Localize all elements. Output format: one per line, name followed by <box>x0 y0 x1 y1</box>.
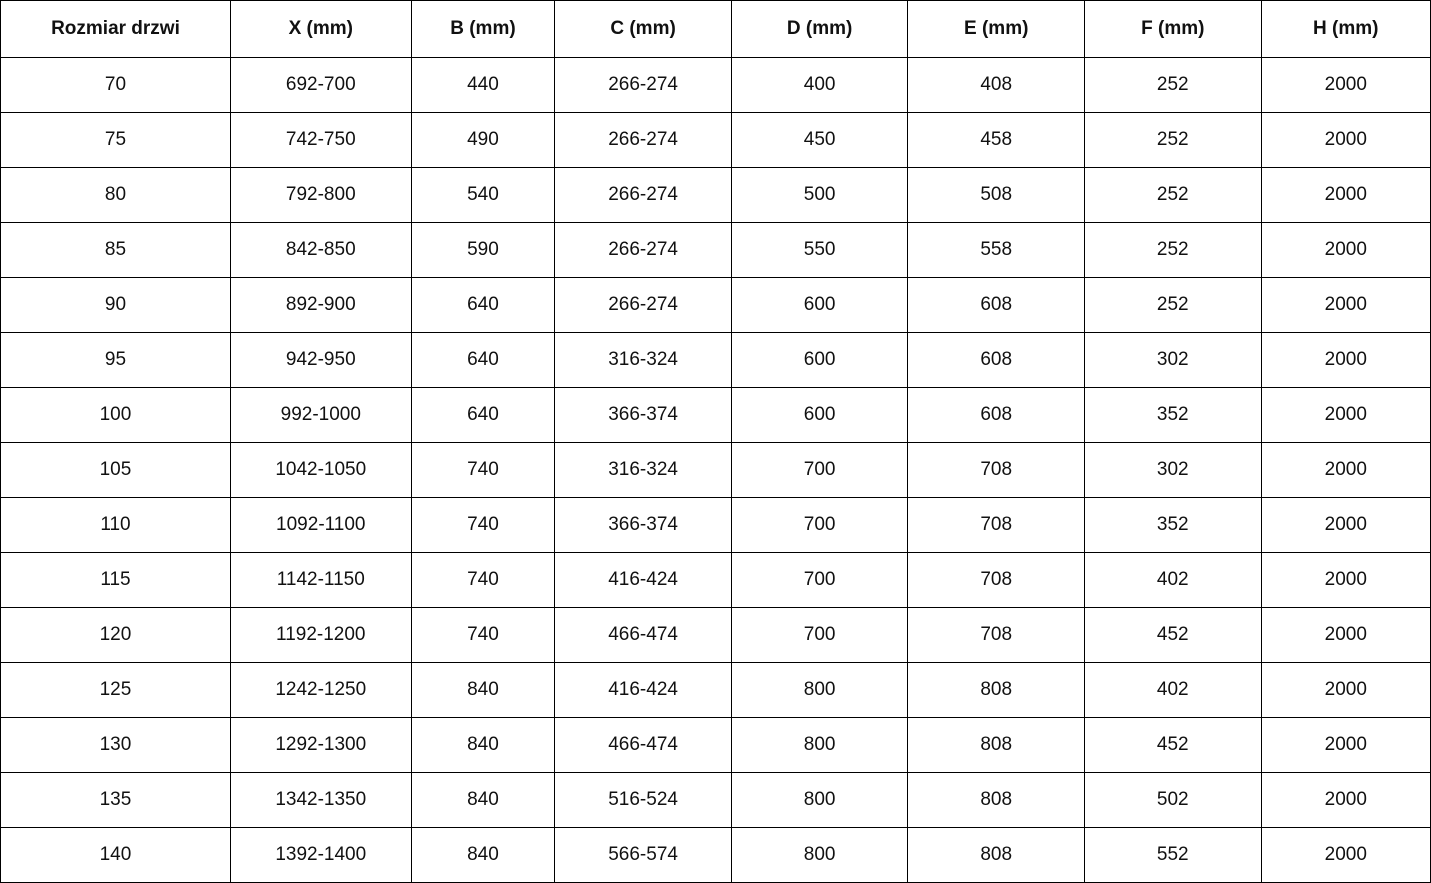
measurement-cell: 252 <box>1085 58 1262 113</box>
measurement-cell: 840 <box>411 718 555 773</box>
measurement-cell: 842-850 <box>230 223 411 278</box>
measurement-cell: 266-274 <box>555 278 732 333</box>
column-header: X (mm) <box>230 1 411 58</box>
measurement-cell: 302 <box>1085 333 1262 388</box>
measurement-cell: 608 <box>908 388 1085 443</box>
measurement-cell: 1242-1250 <box>230 663 411 718</box>
table-row <box>1 553 1431 608</box>
measurement-cell: 516-524 <box>555 773 732 828</box>
measurement-cell: 458 <box>908 113 1085 168</box>
measurement-cell: 366-374 <box>555 498 732 553</box>
measurement-cell: 640 <box>411 388 555 443</box>
table-row <box>1 773 1431 828</box>
door-size-cell: 80 <box>1 168 231 223</box>
measurement-cell: 400 <box>731 58 908 113</box>
measurement-cell: 450 <box>731 113 908 168</box>
door-size-cell: 110 <box>1 498 231 553</box>
measurement-cell: 700 <box>731 553 908 608</box>
measurement-cell: 808 <box>908 718 1085 773</box>
table-row <box>1 718 1431 773</box>
door-size-cell: 120 <box>1 608 231 663</box>
measurement-cell: 608 <box>908 333 1085 388</box>
measurement-cell: 500 <box>731 168 908 223</box>
measurement-cell: 600 <box>731 333 908 388</box>
measurement-cell: 708 <box>908 608 1085 663</box>
measurement-cell: 808 <box>908 663 1085 718</box>
column-header: Rozmiar drzwi <box>1 1 231 58</box>
measurement-cell: 2000 <box>1261 443 1430 498</box>
measurement-cell: 252 <box>1085 168 1262 223</box>
table-row <box>1 498 1431 553</box>
measurement-cell: 552 <box>1085 828 1262 883</box>
measurement-cell: 740 <box>411 498 555 553</box>
table-header <box>1 1 1431 58</box>
measurement-cell: 600 <box>731 278 908 333</box>
measurement-cell: 2000 <box>1261 553 1430 608</box>
measurement-cell: 266-274 <box>555 113 732 168</box>
measurement-cell: 466-474 <box>555 608 732 663</box>
measurement-cell: 266-274 <box>555 168 732 223</box>
measurement-cell: 252 <box>1085 223 1262 278</box>
measurement-cell: 942-950 <box>230 333 411 388</box>
measurement-cell: 700 <box>731 443 908 498</box>
measurement-cell: 700 <box>731 498 908 553</box>
measurement-cell: 2000 <box>1261 58 1430 113</box>
measurement-cell: 590 <box>411 223 555 278</box>
measurement-cell: 740 <box>411 608 555 663</box>
door-size-cell: 135 <box>1 773 231 828</box>
measurement-cell: 566-574 <box>555 828 732 883</box>
column-header: E (mm) <box>908 1 1085 58</box>
table-row <box>1 828 1431 883</box>
door-size-cell: 85 <box>1 223 231 278</box>
table-header-row <box>1 1 1431 58</box>
measurement-cell: 640 <box>411 278 555 333</box>
measurement-cell: 316-324 <box>555 333 732 388</box>
measurement-cell: 742-750 <box>230 113 411 168</box>
measurement-cell: 2000 <box>1261 663 1430 718</box>
table-row <box>1 388 1431 443</box>
door-size-cell: 130 <box>1 718 231 773</box>
door-size-cell: 100 <box>1 388 231 443</box>
table-row <box>1 58 1431 113</box>
measurement-cell: 1092-1100 <box>230 498 411 553</box>
measurement-cell: 892-900 <box>230 278 411 333</box>
measurement-cell: 266-274 <box>555 223 732 278</box>
measurement-cell: 740 <box>411 553 555 608</box>
measurement-cell: 1292-1300 <box>230 718 411 773</box>
measurement-cell: 466-474 <box>555 718 732 773</box>
door-size-cell: 140 <box>1 828 231 883</box>
measurement-cell: 452 <box>1085 718 1262 773</box>
measurement-cell: 490 <box>411 113 555 168</box>
table-row <box>1 168 1431 223</box>
measurement-cell: 808 <box>908 828 1085 883</box>
door-size-cell: 90 <box>1 278 231 333</box>
measurement-cell: 252 <box>1085 113 1262 168</box>
measurement-cell: 800 <box>731 828 908 883</box>
measurement-cell: 2000 <box>1261 278 1430 333</box>
measurement-cell: 600 <box>731 388 908 443</box>
measurement-cell: 1392-1400 <box>230 828 411 883</box>
measurement-cell: 840 <box>411 663 555 718</box>
measurement-cell: 808 <box>908 773 1085 828</box>
measurement-cell: 740 <box>411 443 555 498</box>
measurement-cell: 452 <box>1085 608 1262 663</box>
measurement-cell: 416-424 <box>555 663 732 718</box>
measurement-cell: 1042-1050 <box>230 443 411 498</box>
measurement-cell: 2000 <box>1261 498 1430 553</box>
measurement-cell: 266-274 <box>555 58 732 113</box>
measurement-cell: 408 <box>908 58 1085 113</box>
measurement-cell: 1192-1200 <box>230 608 411 663</box>
measurement-cell: 2000 <box>1261 168 1430 223</box>
measurement-cell: 550 <box>731 223 908 278</box>
measurement-cell: 2000 <box>1261 828 1430 883</box>
measurement-cell: 692-700 <box>230 58 411 113</box>
door-size-cell: 70 <box>1 58 231 113</box>
measurement-cell: 840 <box>411 773 555 828</box>
measurement-cell: 800 <box>731 718 908 773</box>
measurement-cell: 708 <box>908 498 1085 553</box>
column-header: D (mm) <box>731 1 908 58</box>
measurement-cell: 440 <box>411 58 555 113</box>
measurement-cell: 708 <box>908 443 1085 498</box>
measurement-cell: 2000 <box>1261 223 1430 278</box>
measurement-cell: 800 <box>731 663 908 718</box>
measurement-cell: 2000 <box>1261 718 1430 773</box>
measurement-cell: 508 <box>908 168 1085 223</box>
measurement-cell: 402 <box>1085 663 1262 718</box>
measurement-cell: 640 <box>411 333 555 388</box>
measurement-cell: 316-324 <box>555 443 732 498</box>
measurement-cell: 502 <box>1085 773 1262 828</box>
measurement-cell: 708 <box>908 553 1085 608</box>
door-size-cell: 75 <box>1 113 231 168</box>
measurement-cell: 366-374 <box>555 388 732 443</box>
measurement-cell: 540 <box>411 168 555 223</box>
measurement-cell: 608 <box>908 278 1085 333</box>
measurement-cell: 416-424 <box>555 553 732 608</box>
table-row <box>1 223 1431 278</box>
column-header: B (mm) <box>411 1 555 58</box>
measurement-cell: 2000 <box>1261 113 1430 168</box>
measurement-cell: 992-1000 <box>230 388 411 443</box>
door-size-cell: 95 <box>1 333 231 388</box>
table-row <box>1 113 1431 168</box>
table-row <box>1 663 1431 718</box>
table-row <box>1 278 1431 333</box>
measurement-cell: 1142-1150 <box>230 553 411 608</box>
table-row <box>1 443 1431 498</box>
measurement-cell: 800 <box>731 773 908 828</box>
measurement-cell: 2000 <box>1261 333 1430 388</box>
table-row <box>1 333 1431 388</box>
measurement-cell: 792-800 <box>230 168 411 223</box>
door-size-cell: 105 <box>1 443 231 498</box>
measurement-cell: 2000 <box>1261 388 1430 443</box>
measurement-cell: 840 <box>411 828 555 883</box>
table-body <box>1 58 1431 883</box>
measurement-cell: 352 <box>1085 388 1262 443</box>
measurement-cell: 2000 <box>1261 608 1430 663</box>
column-header: H (mm) <box>1261 1 1430 58</box>
measurement-cell: 302 <box>1085 443 1262 498</box>
column-header: C (mm) <box>555 1 732 58</box>
measurement-cell: 700 <box>731 608 908 663</box>
measurement-cell: 252 <box>1085 278 1262 333</box>
measurement-cell: 2000 <box>1261 773 1430 828</box>
measurement-cell: 558 <box>908 223 1085 278</box>
door-size-cell: 115 <box>1 553 231 608</box>
column-header: F (mm) <box>1085 1 1262 58</box>
measurement-cell: 1342-1350 <box>230 773 411 828</box>
measurement-cell: 402 <box>1085 553 1262 608</box>
door-size-cell: 125 <box>1 663 231 718</box>
table-row <box>1 608 1431 663</box>
measurement-cell: 352 <box>1085 498 1262 553</box>
